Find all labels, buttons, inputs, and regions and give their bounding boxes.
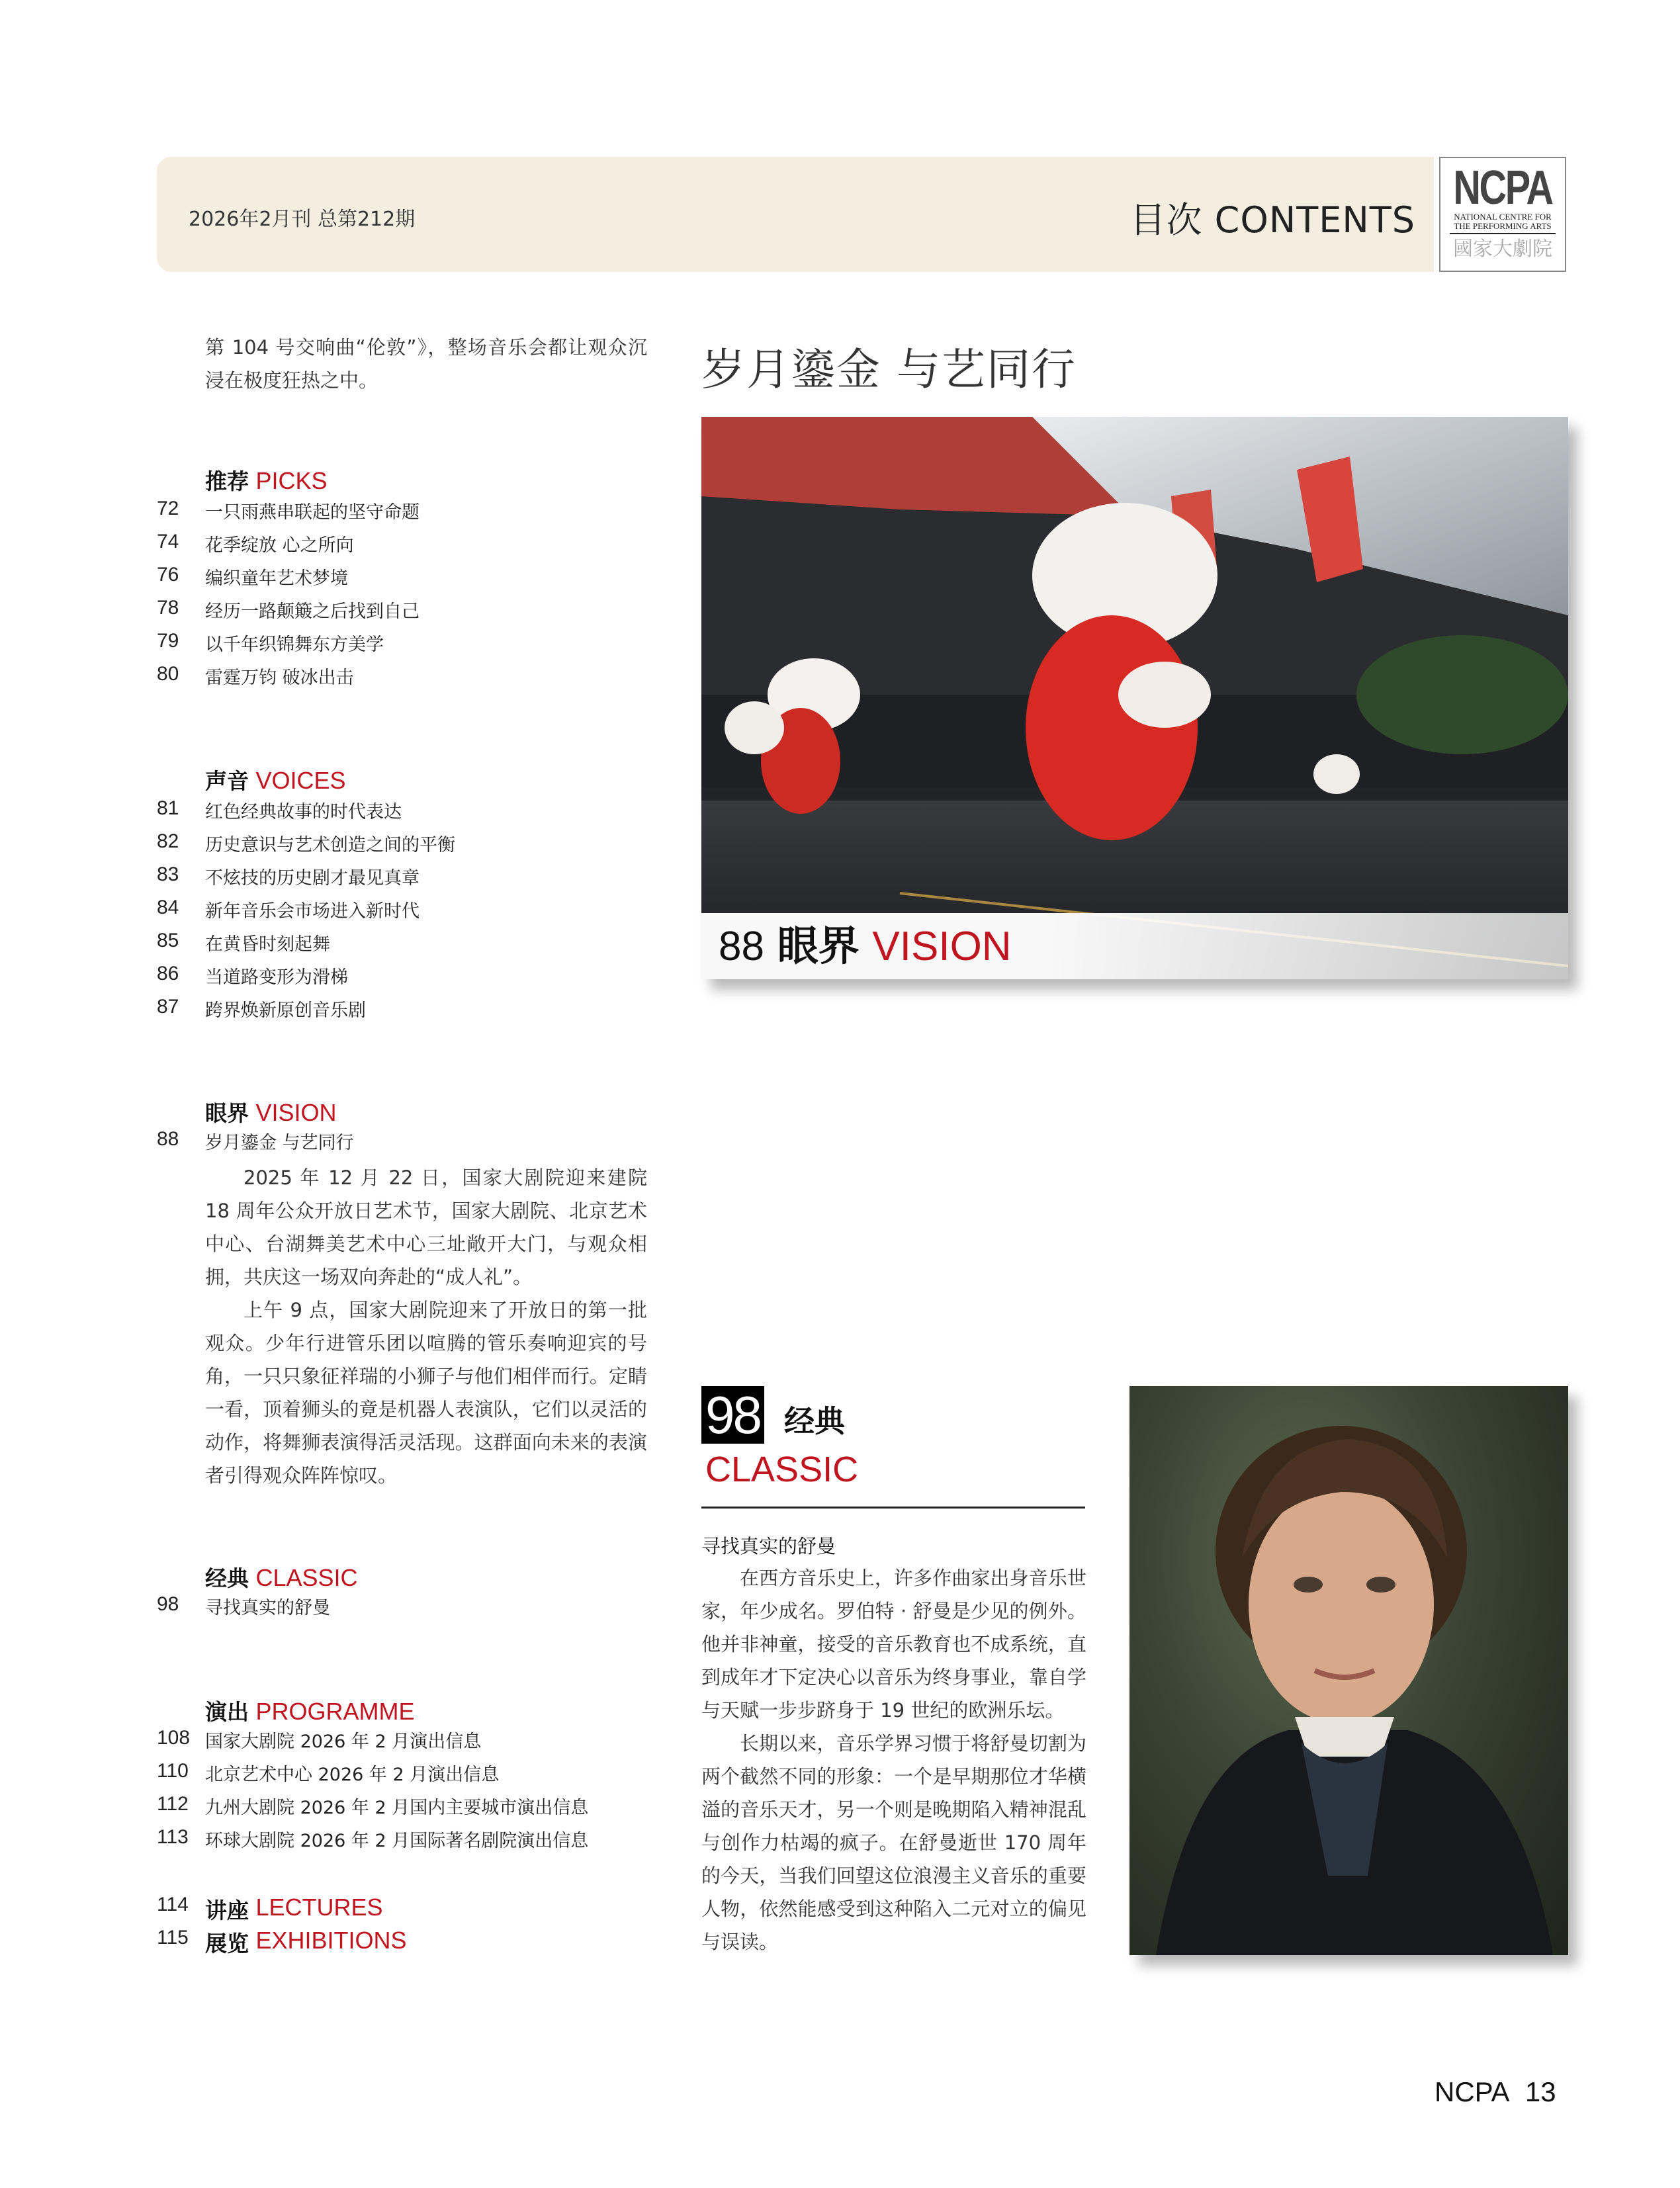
feature-photo-lion-dance	[701, 417, 1568, 979]
toc-page-number: 86	[157, 963, 179, 985]
toc-entry[interactable]	[157, 830, 455, 856]
toc-page-number: 79	[157, 630, 179, 652]
toc-page-number: 78	[157, 597, 179, 619]
toc-entry[interactable]	[157, 1593, 330, 1619]
section-heading-classic: 经典 CLASSIC	[205, 1564, 358, 1591]
toc-title: 经历一路颠簸之后找到自己	[205, 601, 420, 622]
section-heading-picks: 推荐 PICKS	[205, 467, 328, 494]
page-title: 目次 CONTENTS	[1129, 199, 1415, 241]
toc-page-number: 81	[157, 797, 179, 819]
toc-entry-exhibitions[interactable]: 115 展览 EXHIBITIONS	[157, 1927, 407, 1956]
toc-page-number: 83	[157, 863, 179, 885]
toc-title: 花季绽放 心之所向	[205, 535, 354, 556]
toc-title: 岁月鎏金 与艺同行	[205, 1133, 354, 1153]
toc-entry[interactable]	[157, 1760, 499, 1786]
toc-entry[interactable]	[157, 1826, 588, 1852]
toc-entry[interactable]	[157, 630, 384, 656]
page-number-badge: 98	[701, 1386, 764, 1444]
toc-entry[interactable]	[157, 597, 420, 623]
toc-page-number: 113	[157, 1826, 189, 1848]
schumann-portrait	[1129, 1386, 1568, 1955]
toc-entry[interactable]	[157, 663, 354, 689]
toc-entry[interactable]	[157, 897, 420, 922]
vision-summary: 2025 年 12 月 22 日，国家大剧院迎来建院 18 周年公众开放日艺术节，国家大剧院、北京艺术中心、台湖舞美艺术中心三址敞开大门，与观众相拥，共庆这一场双向奔赴的“成人礼”。 上午 9 点，国家大剧院迎来了开放日的第一批观众。少年行进管乐团以喧腾的管乐奏响迎宾的号角，一只只象征祥瑞的小狮子与他们相伴而行。定睛一看，顶着狮头的竟是机器人表演队，它们以灵活的动作，将舞狮表演得活灵活现。这群面向未来的表演者引得观众阵阵惊叹。	[205, 1166, 647, 1487]
toc-entry-lectures[interactable]: 114 讲座 LECTURES	[157, 1894, 383, 1923]
photo-illustration	[701, 417, 1568, 979]
toc-page-number: 85	[157, 930, 179, 951]
section-heading-programme: 演出 PROGRAMME	[205, 1698, 415, 1725]
toc-page-number: 80	[157, 663, 179, 685]
toc-title: 红色经典故事的时代表达	[205, 802, 402, 822]
toc-title: 北京艺术中心 2026 年 2 月演出信息	[205, 1765, 500, 1785]
toc-title: 跨界焕新原创音乐剧	[205, 1000, 366, 1021]
toc-entry[interactable]	[157, 498, 420, 523]
toc-title: 历史意识与艺术创造之间的平衡	[205, 835, 455, 855]
toc-title: 新年音乐会市场进入新时代	[205, 901, 420, 922]
logo-chinese: 國家大劇院	[1453, 238, 1552, 261]
toc-page-number: 72	[157, 498, 179, 519]
toc-entry[interactable]	[157, 996, 366, 1022]
toc-title: 雷霆万钧 破冰出击	[205, 668, 354, 688]
toc-title: 不炫技的历史剧才最见真章	[205, 868, 420, 889]
toc-page-number: 87	[157, 996, 179, 1018]
intro-text: 第 104 号交响曲“伦敦”》，整场音乐会都让观众沉浸在极度狂热之中。	[205, 336, 647, 392]
article-body: 在西方音乐史上，许多作曲家出身音乐世家，年少成名。罗伯特 · 舒曼是少见的例外。他并非神童，接受的音乐教育也不成系统，直到成年才下定决心以音乐为终身事业，靠自学与天赋一步步跻身于 19 世纪的欧洲乐坛。 长期以来，音乐学界习惯于将舒曼切割为两个截然不同的形象：一个是早期那位才华横溢的音乐天才，另一个则是晚期陷入精神混乱与创作力枯竭的疯子。在舒曼逝世 170 周年的今天，当我们回望这位浪漫主义音乐的重要人物，依然能感受到这种陷入二元对立的偏见与误读。	[701, 1567, 1086, 1953]
toc-entry[interactable]	[157, 963, 348, 988]
toc-entry[interactable]	[157, 531, 354, 556]
feature-title: 岁月鎏金 与艺同行	[701, 344, 1077, 395]
toc-title: 环球大剧院 2026 年 2 月国际著名剧院演出信息	[205, 1831, 589, 1851]
ncpa-logo	[1439, 157, 1566, 272]
toc-page-number: 108	[157, 1727, 191, 1749]
toc-entry[interactable]	[157, 1793, 588, 1819]
divider	[701, 1507, 1085, 1509]
toc-entry[interactable]	[157, 1128, 354, 1154]
toc-page-number: 110	[157, 1760, 189, 1782]
toc-page-number: 112	[157, 1793, 189, 1815]
classic-title-cn: 经典	[784, 1403, 845, 1439]
portrait-illustration	[1129, 1386, 1568, 1955]
page-footer: NCPA 13	[1435, 2076, 1556, 2107]
toc-entry[interactable]	[157, 863, 420, 889]
classic-title-en: CLASSIC	[705, 1450, 859, 1489]
toc-title: 在黄昏时刻起舞	[205, 934, 330, 955]
toc-page-number: 98	[157, 1593, 179, 1615]
toc-entry[interactable]	[157, 797, 402, 823]
toc-page-number: 82	[157, 830, 179, 852]
article-title: 寻找真实的舒曼	[701, 1535, 836, 1557]
toc-entry[interactable]	[157, 930, 330, 955]
toc-page-number: 84	[157, 897, 179, 918]
section-heading-voices: 声音 VOICES	[205, 767, 346, 794]
toc-entry[interactable]	[157, 1727, 481, 1753]
toc-page-number: 74	[157, 531, 179, 552]
logo-subtitle: NATIONAL CENTRE FOR THE PERFORMING ARTS	[1450, 212, 1556, 234]
toc-entry[interactable]	[157, 564, 348, 590]
section-heading-vision: 眼界 VISION	[205, 1099, 337, 1126]
toc-page-number: 88	[157, 1128, 179, 1150]
feature-caption: 88 眼界 VISION	[701, 913, 1568, 979]
toc-title: 国家大剧院 2026 年 2 月演出信息	[205, 1731, 482, 1752]
toc-title: 九州大剧院 2026 年 2 月国内主要城市演出信息	[205, 1798, 589, 1818]
issue-label: 2026年2月刊 总第212期	[189, 208, 416, 231]
toc-title: 以千年织锦舞东方美学	[205, 635, 384, 655]
toc-page-number: 76	[157, 564, 179, 586]
toc-title: 编织童年艺术梦境	[205, 568, 348, 589]
toc-title: 一只雨燕串联起的坚守命题	[205, 502, 420, 523]
toc-title: 当道路变形为滑梯	[205, 967, 348, 988]
toc-title: 寻找真实的舒曼	[205, 1598, 330, 1618]
logo-mark: NCPA	[1453, 161, 1552, 214]
